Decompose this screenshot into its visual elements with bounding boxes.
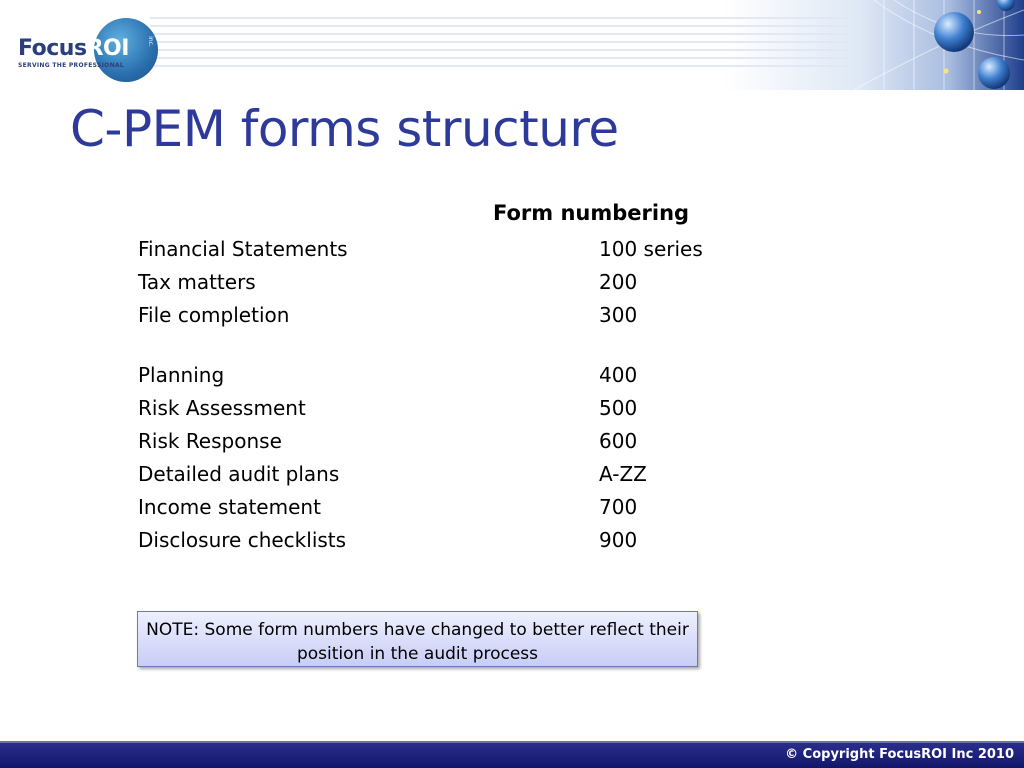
form-row-number: 300	[599, 303, 638, 327]
form-row-number: 400	[599, 363, 638, 387]
form-row-label: Financial Statements	[138, 237, 348, 261]
form-numbering-header: Form numbering	[493, 201, 690, 225]
form-row-label: Risk Response	[138, 429, 282, 453]
form-row-label: Planning	[138, 363, 225, 387]
form-row	[138, 363, 738, 393]
focusroi-logo	[14, 18, 164, 78]
form-row	[138, 495, 738, 525]
form-row-number: A-ZZ	[599, 462, 647, 486]
form-row	[138, 237, 738, 267]
logo-tagline: SERVING THE PROFESSIONAL	[18, 62, 124, 69]
slide-title: C-PEM forms structure	[70, 100, 619, 158]
form-row-label: Risk Assessment	[138, 396, 306, 420]
footer-bar	[0, 741, 1024, 768]
form-row	[138, 528, 738, 558]
copyright-text: © Copyright FocusROI Inc 2010	[785, 747, 1014, 762]
form-row	[138, 429, 738, 459]
form-row-number: 700	[599, 495, 638, 519]
form-row-number: 500	[599, 396, 638, 420]
form-row	[138, 270, 738, 300]
form-row-number: 100 series	[599, 237, 703, 261]
globe-graphic	[724, 0, 1024, 90]
form-row-number: 200	[599, 270, 638, 294]
note-callout: NOTE: Some form numbers have changed to better reflect their position in the audit process	[137, 611, 698, 667]
logo-focus: Focus	[18, 36, 87, 61]
header-band	[0, 0, 1024, 90]
logo-inc: inc.	[146, 36, 154, 47]
form-row-label: Tax matters	[138, 270, 256, 294]
form-row-label: Disclosure checklists	[138, 528, 347, 552]
logo-roi: ROI	[86, 36, 129, 61]
logo-wordmark	[18, 36, 129, 61]
form-row	[138, 462, 738, 492]
header-globe-art	[724, 0, 1024, 90]
form-row-label: File completion	[138, 303, 290, 327]
form-row-label: Detailed audit plans	[138, 462, 340, 486]
form-row-number: 900	[599, 528, 638, 552]
form-row	[138, 303, 738, 333]
form-row-label: Income statement	[138, 495, 321, 519]
form-row-number: 600	[599, 429, 638, 453]
form-row	[138, 396, 738, 426]
